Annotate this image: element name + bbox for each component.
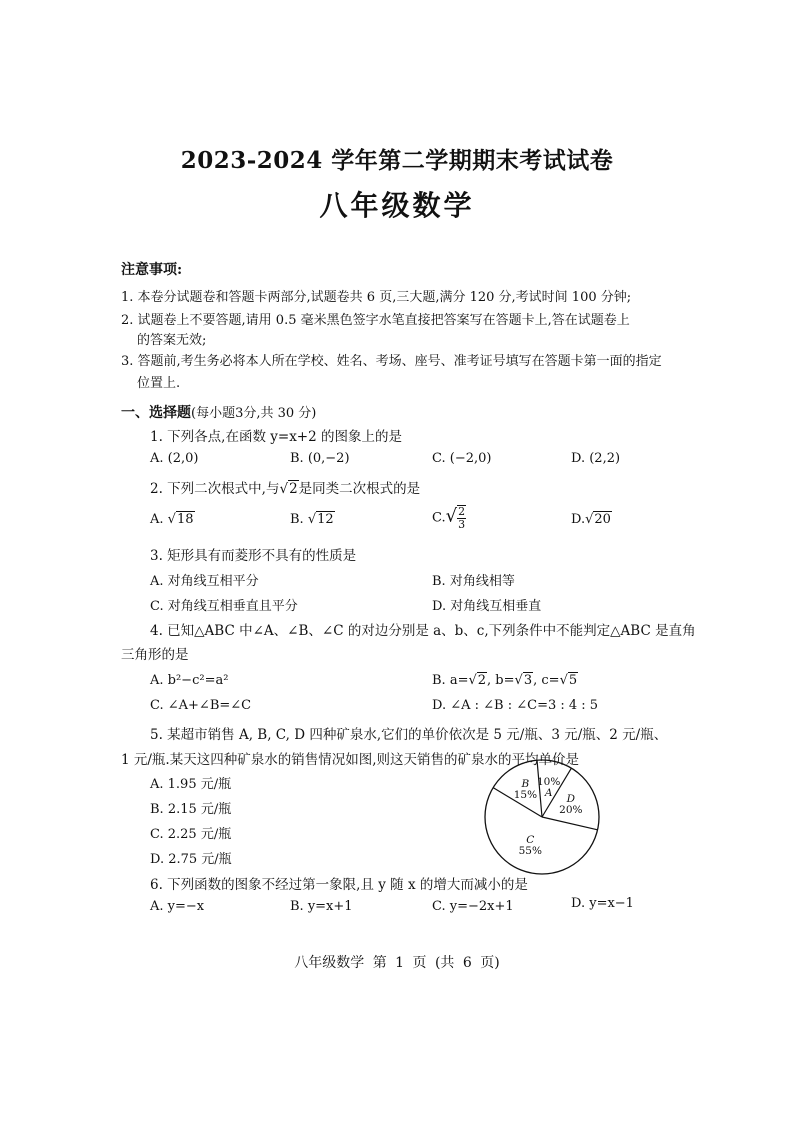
sales-pie-chart xyxy=(470,758,615,878)
q3-option-c: C. 对角线互相垂直且平分 xyxy=(150,599,298,614)
q3-option-d: D. 对角线互相垂直 xyxy=(432,599,542,614)
q5-option-c: C. 2.25 元/瓶 xyxy=(150,827,232,842)
q2-stem-pre: 2. 下列二次根式中,与 xyxy=(150,481,280,497)
q2-option-c: C.√ $\frac{2}{3}$ xyxy=(432,505,466,531)
notes-heading: 注意事项: xyxy=(121,262,183,278)
question-3-stem: 3. 矩形具有而菱形不具有的性质是 xyxy=(150,548,357,564)
q2-option-d: D.√20 xyxy=(571,512,611,527)
q3-option-a: A. 对角线互相平分 xyxy=(150,574,259,589)
q4-option-d: D. ∠A : ∠B : ∠C=3 : 4 : 5 xyxy=(432,698,599,713)
q4-option-a: A. b²−c²=a² xyxy=(150,673,229,688)
note-item-1: 1. 本卷分试题卷和答题卡两部分,试题卷共 6 页,三大题,满分 120 分,考试时间 100 分钟; xyxy=(121,290,632,305)
question-4-stem-line1: 4. 已知△ABC 中∠A、∠B、∠C 的对边分别是 a、b、c,下列条件中不能判定△ABC 是直角 xyxy=(150,623,696,639)
q5-option-a: A. 1.95 元/瓶 xyxy=(150,777,232,792)
q6-option-b: B. y=x+1 xyxy=(290,899,353,914)
q6-option-c: C. y=−2x+1 xyxy=(432,899,514,914)
q6-option-a: A. y=−x xyxy=(150,899,205,914)
question-4-stem-line2: 三角形的是 xyxy=(121,647,189,663)
q1-option-c: C. (−2,0) xyxy=(432,451,492,466)
q5-option-d: D. 2.75 元/瓶 xyxy=(150,852,232,867)
q2-stem-radical: √2 xyxy=(279,481,298,497)
q4-option-b: B. a=√2, b=√3, c=√5 xyxy=(432,673,578,688)
pie-slice-edge-c xyxy=(542,817,598,830)
pie-label-c: C 55% xyxy=(518,834,542,858)
pie-label-a: 10% A xyxy=(536,776,561,800)
q6-option-d: D. y=x−1 xyxy=(571,896,634,911)
q3-option-b: B. 对角线相等 xyxy=(432,574,515,589)
pie-label-b: B 15% xyxy=(513,778,538,802)
note-item-2-cont: 的答案无效; xyxy=(137,333,207,348)
q5-option-b: B. 2.15 元/瓶 xyxy=(150,802,232,817)
note-item-3: 3. 答题前,考生务必将本人所在学校、姓名、考场、座号、准考证号填写在答题卡第一面的指定 xyxy=(121,354,662,369)
section-note: (每小题3分,共 30 分) xyxy=(191,406,317,421)
page-footer: 八年级数学 第 1 页 (共 6 页) xyxy=(294,955,500,971)
q1-option-d: D. (2,2) xyxy=(571,451,621,466)
question-2-stem xyxy=(150,477,420,497)
note-item-2: 2. 试题卷上不要答题,请用 0.5 毫米黑色签字水笔直接把答案写在答题卡上,答在试题卷上 xyxy=(121,313,630,328)
question-5-stem-line2: 1 元/瓶.某天这四种矿泉水的销售情况如图,则这天销售的矿泉水的平均单价是 xyxy=(121,752,580,768)
exam-subtitle: 八年级数学 xyxy=(319,189,475,222)
pie-label-d: D 20% xyxy=(559,792,583,816)
q4-option-c: C. ∠A+∠B=∠C xyxy=(150,698,252,713)
q1-option-a: A. (2,0) xyxy=(150,451,199,466)
q2-option-a: A. √18 xyxy=(150,512,194,527)
question-6-stem: 6. 下列函数的图象不经过第一象限,且 y 随 x 的增大而减小的是 xyxy=(150,877,528,893)
q1-option-b: B. (0,−2) xyxy=(290,451,350,466)
question-5-stem-line1: 5. 某超市销售 A, B, C, D 四种矿泉水,它们的单价依次是 5 元/瓶、3 元/瓶、2 元/瓶、 xyxy=(150,727,668,743)
note-item-3-cont: 位置上. xyxy=(137,376,181,391)
section-heading xyxy=(121,402,316,422)
q2-option-b: B. √12 xyxy=(290,512,334,527)
section-title: 一、选择题 xyxy=(121,405,191,421)
q2-stem-post: 是同类二次根式的是 xyxy=(298,481,421,497)
question-1-stem: 1. 下列各点,在函数 y=x+2 的图象上的是 xyxy=(150,429,402,445)
exam-title: 2023-2024 学年第二学期期末考试试卷 xyxy=(180,147,614,174)
